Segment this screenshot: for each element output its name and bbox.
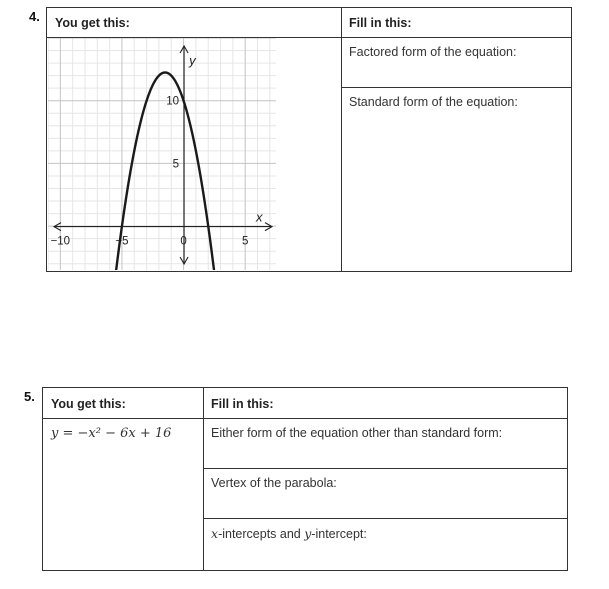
fill-column-header: Fill in this: <box>211 397 274 411</box>
y-variable: y <box>304 526 312 541</box>
given-column-header: You get this: <box>51 397 126 411</box>
fill-row-divider-1 <box>203 468 567 469</box>
intercepts-prompt <box>211 526 367 541</box>
vertex-prompt: Vertex of the parabola: <box>211 476 337 490</box>
other-form-prompt: Either form of the equation other than standard form: <box>211 426 503 440</box>
intercepts-text: -intercepts and <box>218 527 305 541</box>
factored-form-prompt: Factored form of the equation: <box>349 45 517 59</box>
axes <box>54 46 272 264</box>
x-variable: x <box>211 526 219 541</box>
problem-5-number: 5. <box>24 389 35 404</box>
y-tick-label: 10 <box>166 95 180 108</box>
x-axis-label: x <box>256 209 263 225</box>
x-tick-label: 0 <box>180 235 187 248</box>
fill-row-divider-2 <box>203 518 567 519</box>
fill-row-divider <box>341 87 571 88</box>
x-tick-label: −5 <box>115 235 129 248</box>
intercept-text: -intercept: <box>311 527 367 541</box>
header-row-divider <box>43 418 567 419</box>
y-tick-label: 5 <box>172 158 180 171</box>
x-tick-label: 5 <box>241 235 249 248</box>
tick-labels <box>51 96 249 248</box>
y-axis-label: y <box>189 53 196 68</box>
parabola-graph <box>48 38 276 270</box>
column-divider <box>203 388 204 570</box>
given-column-header: You get this: <box>55 16 130 30</box>
column-divider <box>341 8 342 271</box>
given-equation: y = −x² − 6x + 16 <box>51 426 172 441</box>
problem-4-number: 4. <box>29 9 40 24</box>
standard-form-prompt: Standard form of the equation: <box>349 95 518 109</box>
parabola-curve <box>116 72 215 270</box>
x-tick-label: −10 <box>50 235 71 248</box>
problem-5-table <box>42 387 568 571</box>
fill-column-header: Fill in this: <box>349 16 412 30</box>
